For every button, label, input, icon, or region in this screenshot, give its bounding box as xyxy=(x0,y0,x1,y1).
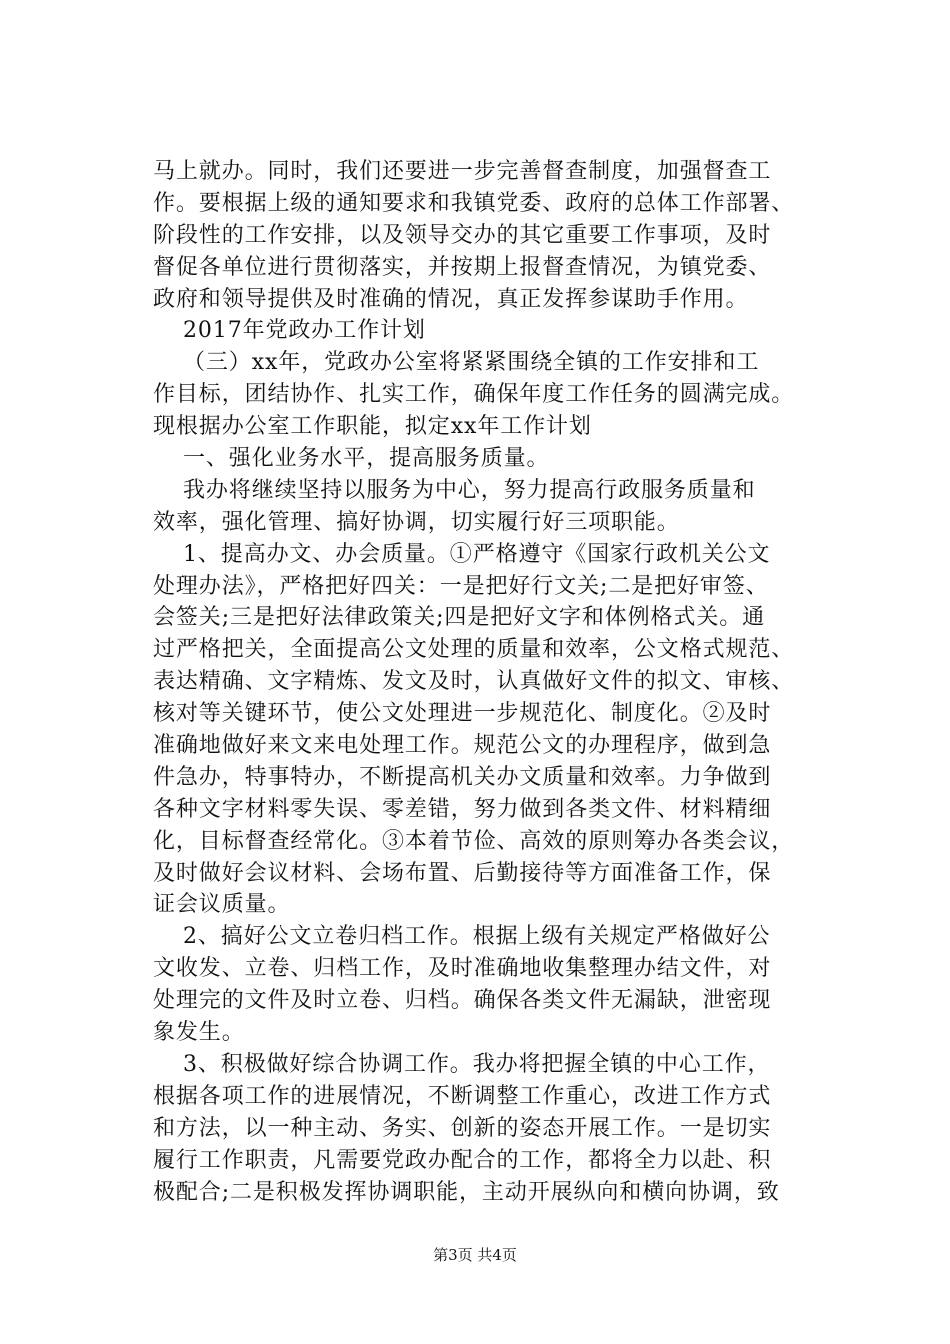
text-line: 核对等关键环节，使公文处理进一步规范化、制度化。②及时 xyxy=(153,701,772,727)
text-line: 2、搞好公文立卷归档工作。根据上级有关规定严格做好公 xyxy=(183,924,771,950)
section-heading: 2017年党政办工作计划 xyxy=(183,318,426,344)
text-line: 我办将继续坚持以服务为中心，努力提高行政服务质量和 xyxy=(183,477,756,503)
text-line: 1、提高办文、办会质量。①严格遵守《国家行政机关公文 xyxy=(183,541,771,567)
text-line: 效率，强化管理、搞好协调，切实履行好三项职能。 xyxy=(153,509,680,535)
text-line: 根据各项工作的进展情况，不断调整工作重心，改进工作方式 xyxy=(153,1083,772,1109)
text-line: 作目标，团结协作、扎实工作，确保年度工作任务的圆满完成。 xyxy=(153,382,795,408)
text-line: 证会议质量。 xyxy=(153,892,291,918)
text-line: 化，目标督查经常化。③本着节俭、高效的原则筹办各类会议， xyxy=(153,828,795,854)
document-body xyxy=(153,156,843,1208)
text-line: 极配合;二是积极发挥协调职能，主动开展纵向和横向协调，致 xyxy=(153,1179,780,1205)
text-line: 督促各单位进行贯彻落实，并按期上报督查情况，为镇党委、 xyxy=(153,254,772,280)
text-line: 各种文字材料零失误、零差错，努力做到各类文件、材料精细 xyxy=(153,796,772,822)
text-line: （三）xx年，党政办公室将紧紧围绕全镇的工作安排和工 xyxy=(183,350,760,376)
text-line: 象发生。 xyxy=(153,1020,245,1046)
text-line: 现根据办公室工作职能，拟定xx年工作计划 xyxy=(153,414,592,440)
text-line: 3、积极做好综合协调工作。我办将把握全镇的中心工作， xyxy=(183,1051,771,1077)
text-line: 政府和领导提供及时准确的情况，真正发挥参谋助手作用。 xyxy=(153,286,749,312)
text-line: 阶段性的工作安排，以及领导交办的其它重要工作事项，及时 xyxy=(153,222,772,248)
text-line: 处理办法》，严格把好四关：一是把好行文关;二是把好审签、 xyxy=(153,573,769,599)
text-line: 文收发、立卷、归档工作，及时准确地收集整理办结文件，对 xyxy=(153,956,772,982)
page-number-footer: 第3页 共4页 xyxy=(433,1246,517,1264)
text-line: 作。要根据上级的通知要求和我镇党委、政府的总体工作部署、 xyxy=(153,190,795,216)
text-line: 和方法，以一种主动、务实、创新的姿态开展工作。一是切实 xyxy=(153,1115,772,1141)
text-line: 会签关;三是把好法律政策关;四是把好文字和体例格式关。通 xyxy=(153,605,766,631)
section-heading: 一、强化业务水平，提高服务质量。 xyxy=(183,446,550,472)
text-line: 马上就办。同时，我们还要进一步完善督查制度，加强督查工 xyxy=(153,159,772,184)
text-line: 表达精确、文字精炼、发文及时，认真做好文件的拟文、审核、 xyxy=(153,669,795,695)
text-line: 过严格把关，全面提高公文处理的质量和效率，公文格式规范、 xyxy=(153,637,795,663)
text-line: 准确地做好来文来电处理工作。规范公文的办理程序，做到急 xyxy=(153,733,772,759)
text-line: 履行工作职责，凡需要党政办配合的工作，都将全力以赴、积 xyxy=(153,1147,772,1173)
text-line: 处理完的文件及时立卷、归档。确保各类文件无漏缺，泄密现 xyxy=(153,988,772,1014)
text-line: 件急办，特事特办，不断提高机关办文质量和效率。力争做到 xyxy=(153,764,772,790)
text-line: 及时做好会议材料、会场布置、后勤接待等方面准备工作，保 xyxy=(153,860,772,886)
